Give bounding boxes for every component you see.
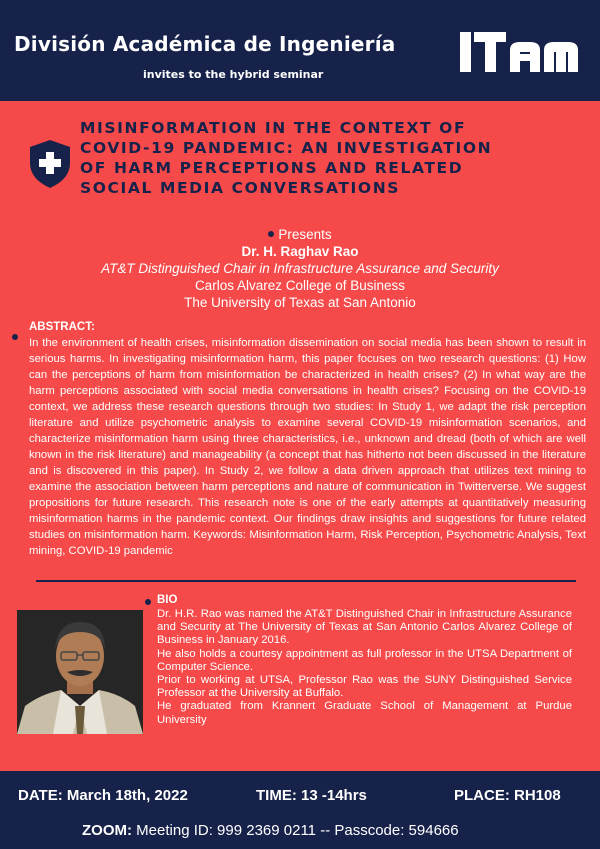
presenter-college: Carlos Alvarez College of Business [194, 278, 406, 293]
seminar-title [80, 118, 580, 198]
section-divider [36, 580, 576, 582]
event-date [18, 787, 188, 804]
presenter-university: The University of Texas at San Antonio [184, 295, 416, 310]
presents-label: Presents [278, 227, 332, 242]
zoom-meeting-details: Meeting ID: 999 2369 0211 -- Passcode: 594666 [136, 822, 459, 839]
bullet-dot [268, 231, 274, 237]
bio-paragraph: He also holds a courtesy appointment as full professor in the UTSA Department of Computer Science. [157, 647, 572, 673]
place-label: PLACE: [454, 787, 510, 804]
title-line: COVID-19 PANDEMIC: AN INVESTIGATION [80, 139, 493, 157]
time-value: 13 -14hrs [301, 787, 367, 804]
details-band [0, 771, 600, 849]
event-time [256, 787, 367, 804]
zoom-info [82, 822, 459, 839]
bullet-dot [145, 599, 151, 605]
date-value: March 18th, 2022 [66, 787, 188, 804]
event-place [454, 787, 561, 804]
date-label: DATE: [18, 787, 63, 804]
place-value: RH108 [514, 787, 561, 804]
title-line: OF HARM PERCEPTIONS AND RELATED [80, 159, 464, 177]
bullet-dot [12, 334, 18, 340]
bio-paragraph: Dr. H.R. Rao was named the AT&T Distinguished Chair in Infrastructure Assurance and Security at The University of Texas at San Antonio Carlos Alvarez College of Business in January 2016. [157, 608, 572, 647]
header-band [0, 0, 600, 101]
bio-text [157, 608, 572, 727]
itam-logo [458, 30, 580, 74]
presenter-role: AT&T Distinguished Chair in Infrastructure Assurance and Security [101, 261, 499, 276]
invitation-text: invites to the hybrid seminar [143, 68, 324, 81]
bio-paragraph: Prior to working at UTSA, Professor Rao was the SUNY Distinguished Service Professor at the University at Buffalo. [157, 674, 572, 700]
zoom-label: ZOOM: [82, 822, 132, 839]
bio-heading: BIO [157, 594, 178, 606]
department-name: División Académica de Ingeniería [14, 32, 396, 56]
title-line: MISINFORMATION IN THE CONTEXT OF [80, 119, 467, 137]
abstract-heading: ABSTRACT: [29, 321, 95, 333]
presenter-name: Dr. H. Raghav Rao [241, 244, 359, 259]
speaker-portrait [17, 610, 143, 734]
medical-shield-icon [28, 139, 72, 189]
bio-paragraph: He graduated from Krannert Graduate School of Management at Purdue University [157, 700, 572, 726]
presenter-block [0, 226, 600, 311]
title-line: SOCIAL MEDIA CONVERSATIONS [80, 179, 401, 197]
time-label: TIME: [256, 787, 297, 804]
abstract-text: In the environment of health crises, misinformation dissemination on social media has been shown to result in serious harms. In investigating misinformation harm, this paper focuses on two research questions: (1) How can the perceptions of harm from misinformation be characterized in health crises? (2) In what way are the harm perceptions associated with social media conversations in health crises? Focusing on the COVID-19 context, we address these research questions through two studies: In Study 1, we adapt the risk perception literature and utilize psychometric analysis to examine several COVID-19 misinformation scenarios, and characterize misinformation harm using three characteristics, i.e., unknown and dread (both of which are well known in the risk literature) and manageability (a concept that has hitherto not been discussed in the literature and is discovered in this paper). In Study 2, we follow a data driven approach that utilizes text mining to examine the association between harm perceptions and nature of communication in Twitterverse. We suggest propositions for future research. This research note is one of the early attempts at quantitatively measuring misinformation harms in the pandemic context. Our findings draw insights and suggestions for future related studies on misinformation harm. Keywords: Misinformation Harm, Risk Perception, Psychometric Analysis, Text mining, COVID-19 pandemic [29, 337, 586, 557]
